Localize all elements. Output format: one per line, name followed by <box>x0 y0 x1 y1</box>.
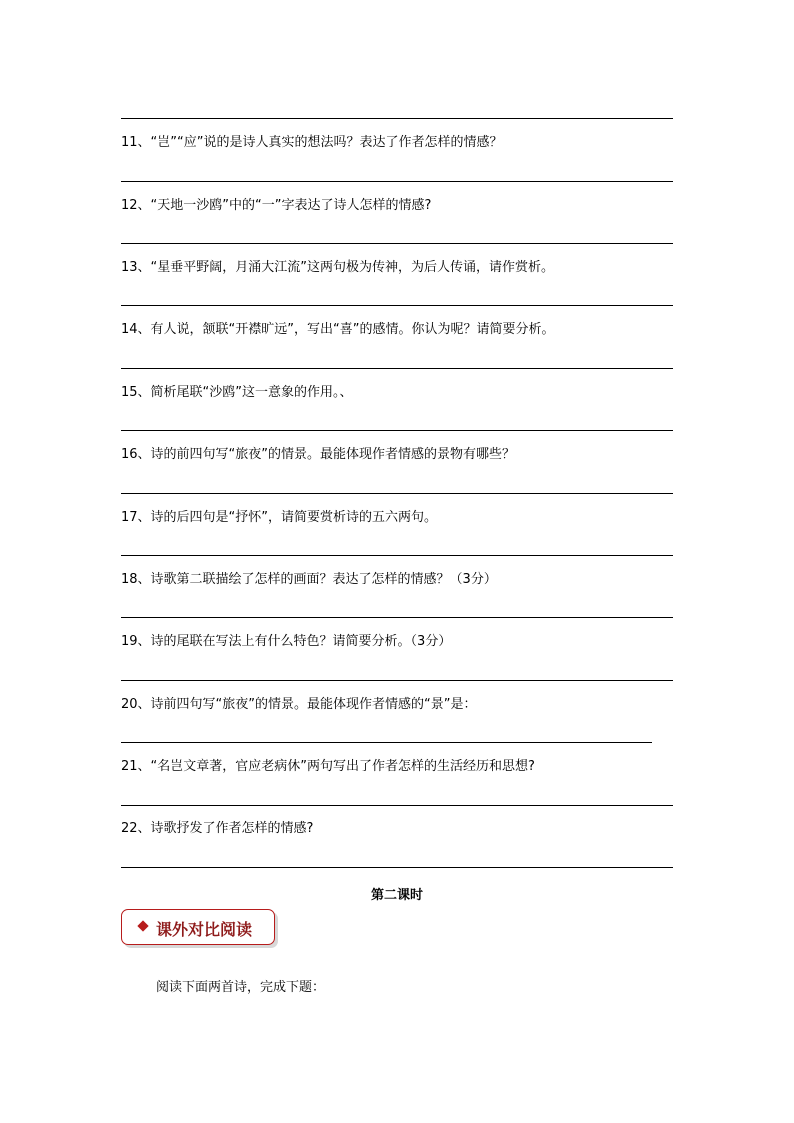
lesson-title: 第二课时 <box>370 888 423 903</box>
question-19: 19、诗的尾联在写法上有什么特色？请简要分析。（3分） <box>121 634 452 649</box>
question-12: 12、“天地一沙鸥”中的“一”字表达了诗人怎样的情感? <box>121 198 432 213</box>
answer-line <box>121 555 673 556</box>
reading-instruction: 阅读下面两首诗，完成下题： <box>156 980 326 995</box>
question-17: 17、诗的后四句是“抒怀”，请简要赏析诗的五六两句。 <box>121 510 438 525</box>
section-title: 课外对比阅读 <box>156 920 253 939</box>
question-18: 18、诗歌第二联描绘了怎样的画面？表达了怎样的情感？（3分） <box>121 572 497 587</box>
question-15: 15、简析尾联“沙鸥”这一意象的作用。、 <box>121 385 353 400</box>
question-21: 21、“名岂文章著，官应老病休”两句写出了作者怎样的生活经历和思想? <box>121 759 535 774</box>
question-13: 13、“星垂平野阔，月涌大江流”这两句极为传神，为后人传诵，请作赏析。 <box>121 260 555 275</box>
question-22: 22、诗歌抒发了作者怎样的情感? <box>121 821 314 836</box>
answer-line <box>121 181 673 182</box>
answer-line <box>121 368 673 369</box>
answer-line <box>121 805 673 806</box>
question-11: 11、“岂”“应”说的是诗人真实的想法吗？表达了作者怎样的情感？ <box>121 135 503 150</box>
section-badge <box>121 909 275 945</box>
question-16: 16、诗的前四句写“旅夜”的情景。最能体现作者情感的景物有哪些？ <box>121 447 516 462</box>
answer-line <box>121 430 673 431</box>
question-14: 14、有人说，颔联“开襟旷远”，写出“喜”的感情。你认为呢？请简要分析。 <box>121 322 555 337</box>
answer-line <box>121 493 673 494</box>
answer-line <box>121 243 673 244</box>
answer-line <box>121 617 673 618</box>
answer-line <box>121 680 673 681</box>
question-20: 20、诗前四句写“旅夜”的情景。最能体现作者情感的“景”是： <box>121 697 477 712</box>
diamond-bullet-icon <box>137 920 148 931</box>
answer-line <box>121 118 673 119</box>
answer-line <box>121 742 652 743</box>
answer-line <box>121 867 673 868</box>
answer-line <box>121 305 673 306</box>
